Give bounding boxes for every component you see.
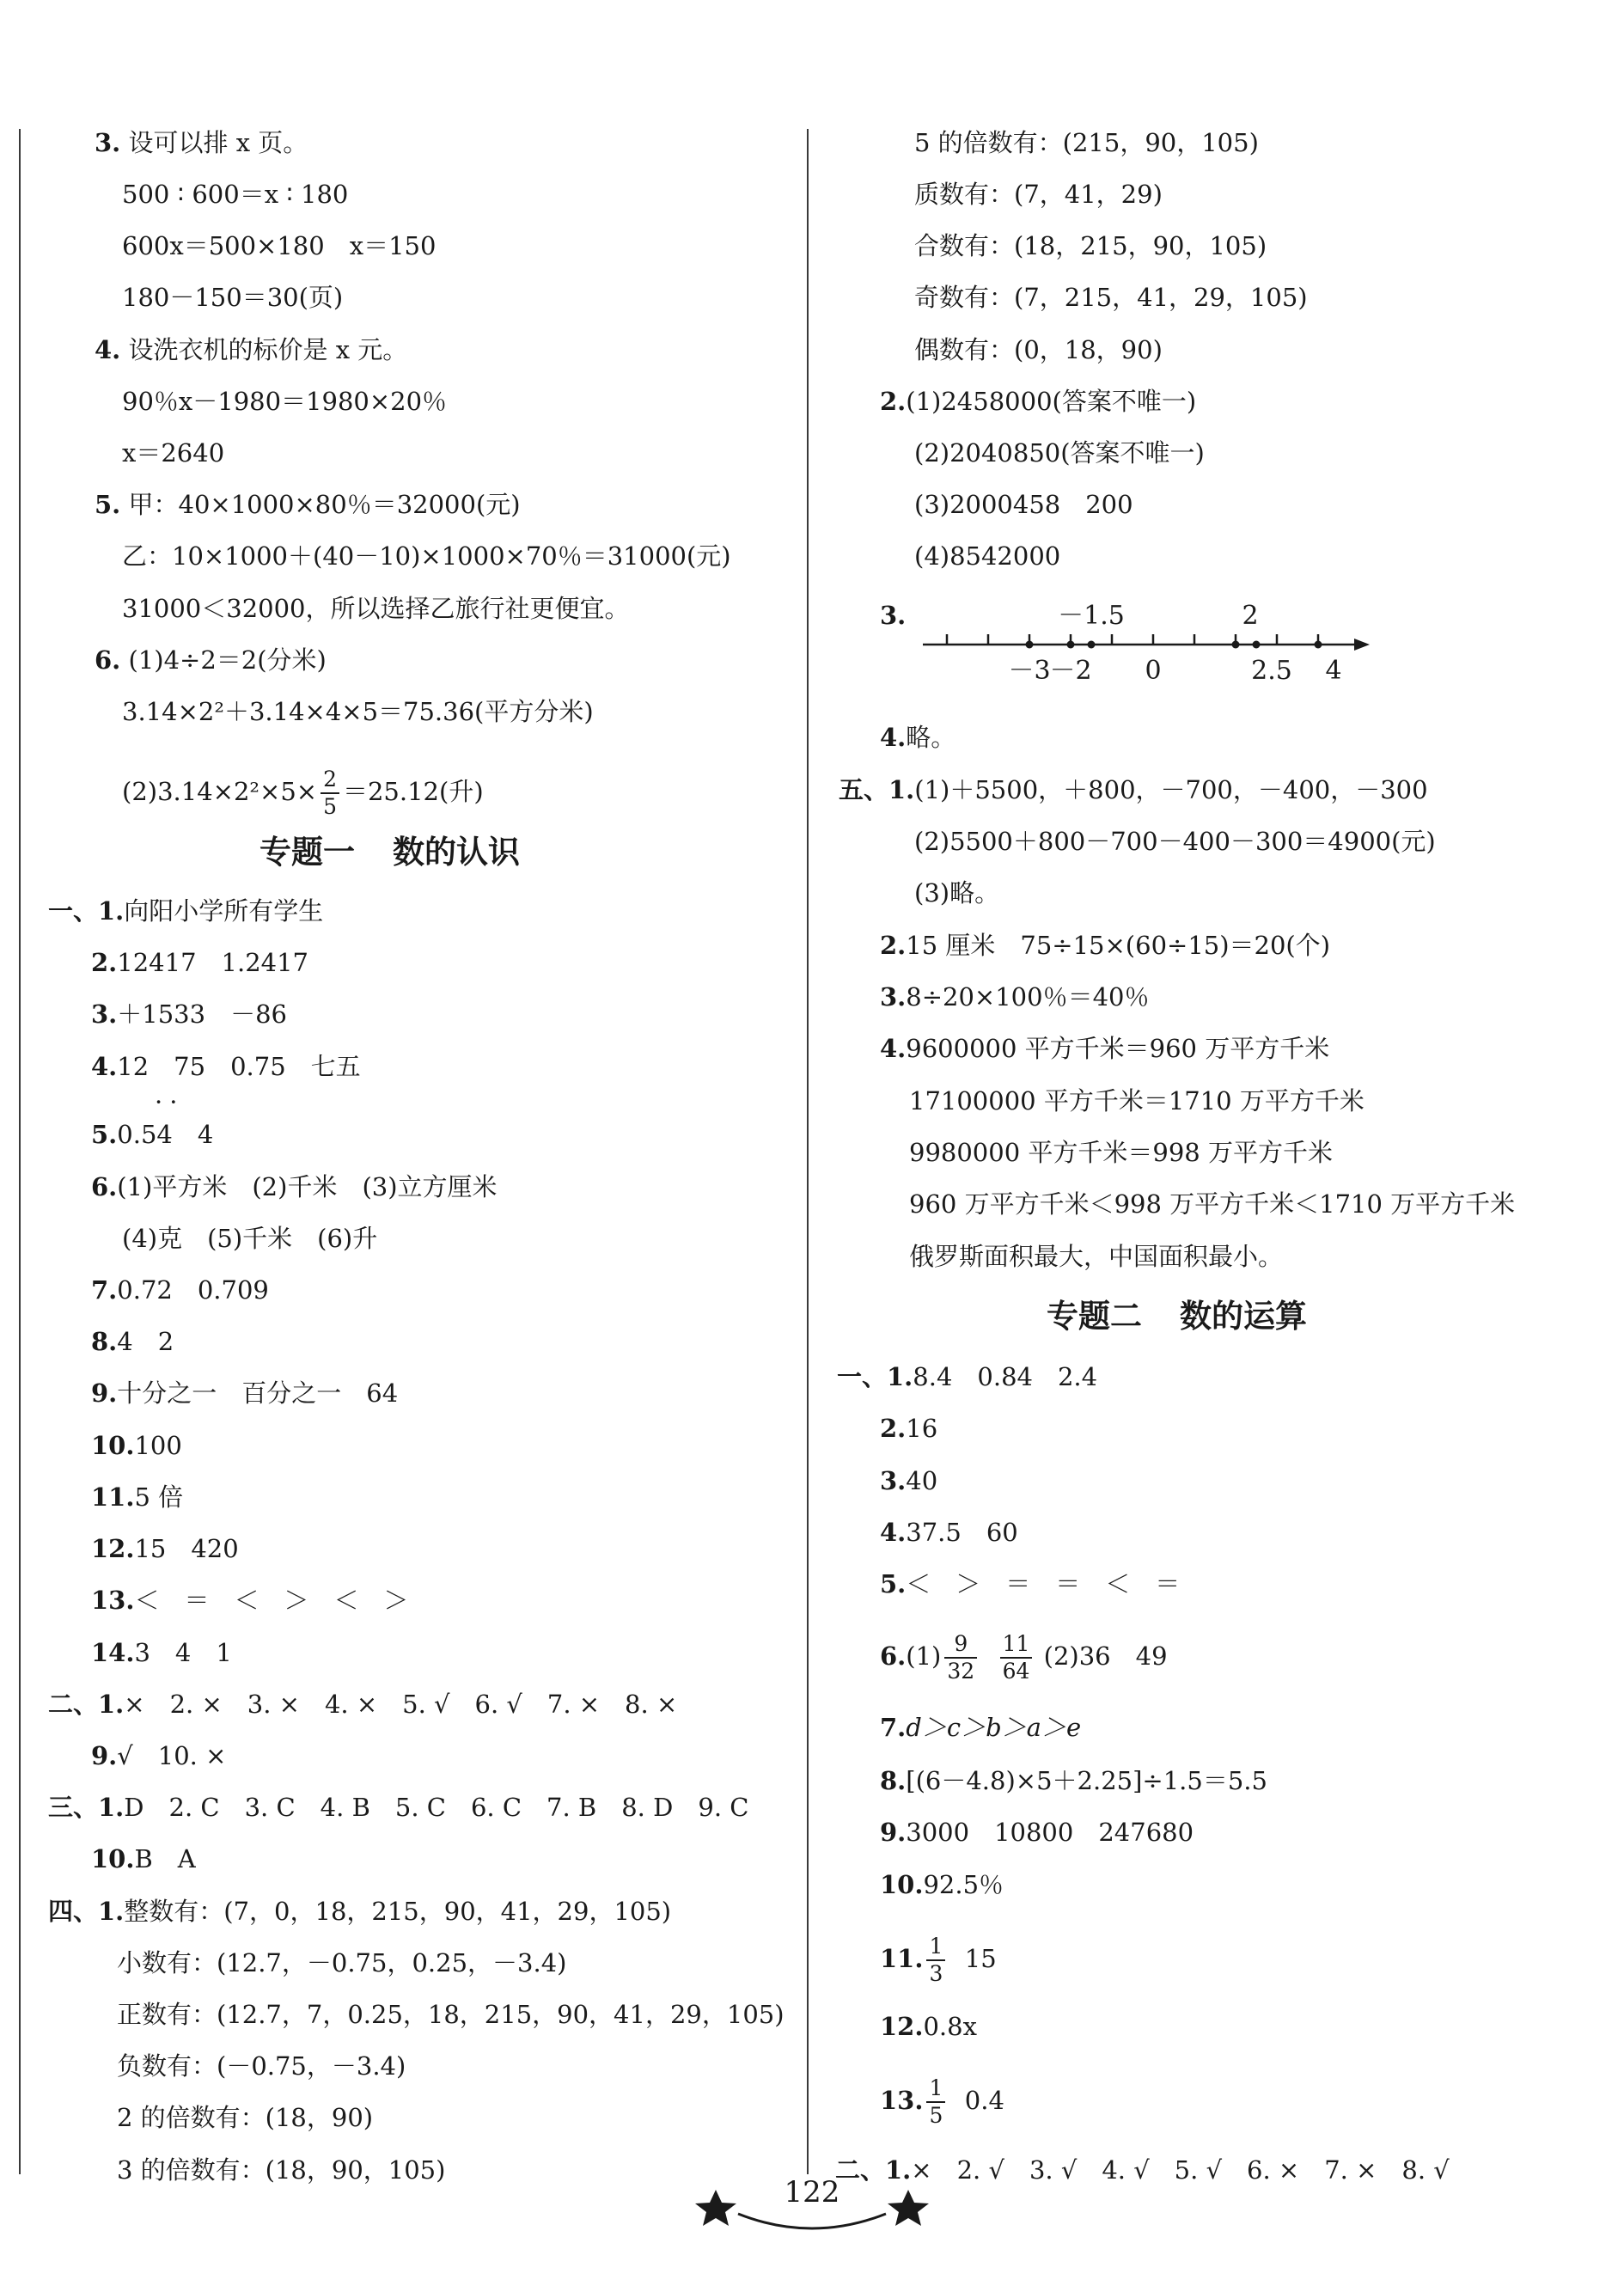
answer-line: 17100000 平方千米＝1710 万平方千米 [909, 1086, 1365, 1115]
answer-line: 31000＜32000，所以选择乙旅行社更便宜。 [122, 594, 630, 623]
answer-line: 9980000 平方千米＝998 万平方千米 [909, 1138, 1333, 1167]
fraction: $\frac{2}{5}$ [321, 767, 339, 820]
answer-line: 14.3 4 1 [91, 1638, 232, 1667]
repeating-decimal-dots: ·· [155, 1087, 185, 1116]
answer-line: 960 万平方千米＜998 万平方千米＜1710 万平方千米 [909, 1189, 1516, 1219]
answer-line: 合数有：(18，215，90，105) [914, 231, 1267, 260]
answer-line: 小数有：(12.7，－0.75，0.25，－3.4) [117, 1948, 567, 1977]
answer-line: (4)克 (5)千米 (6)升 [122, 1224, 378, 1253]
answer-line-fraction: 13. $\frac{1}{5}$ 0.4 [880, 2075, 1004, 2128]
page-number-ornament [683, 2148, 941, 2243]
answer-line-fraction: 6.(1) $\frac{9}{32}$ $\frac{11}{64}$ (2)36 49 [880, 1631, 1168, 1684]
answer-line: 5. 甲：40×1000×80％＝32000(元) [95, 490, 521, 519]
answer-line: 12.0.8x [880, 2012, 977, 2041]
answer-line: 600x＝500×180 x＝150 [122, 231, 437, 260]
answer-line: 2.15 厘米 75÷15×(60÷15)＝20(个) [880, 931, 1331, 960]
answer-line: 10.100 [91, 1431, 182, 1460]
answer-line: 负数有：(－0.75，－3.4) [117, 2051, 406, 2081]
number-line [911, 593, 1392, 688]
section-heading: 专题二 数的运算 [1047, 1298, 1307, 1335]
left-margin-rule [19, 129, 21, 2174]
answer-line: 四、1.整数有：(7，0，18，215，90，41，29，105) [48, 1897, 672, 1926]
answer-line: 二、1.× 2. × 3. × 4. × 5. √ 6. √ 7. × 8. × [48, 1690, 678, 1719]
answer-line: 5.0.54 4 [91, 1120, 214, 1149]
answer-line: 3.14×2²＋3.14×4×5＝75.36(平方分米) [122, 697, 594, 726]
answer-line: 三、1.D 2. C 3. C 4. B 5. C 6. C 7. B 8. D 9. C [48, 1793, 749, 1822]
number-line-bottom-label: 0 [1145, 656, 1162, 686]
page-footer [0, 2148, 1624, 2246]
star-icon [695, 2190, 736, 2226]
answer-line: (4)8542000 [914, 541, 1061, 571]
answer-line: 3. [880, 601, 907, 630]
answer-line: 4.9600000 平方千米＝960 万平方千米 [880, 1034, 1330, 1063]
answer-line: 质数有：(7，41，29) [914, 180, 1163, 209]
answer-line: 3. 设可以排 x 页。 [95, 128, 308, 157]
answer-line: 4.37.5 60 [880, 1518, 1018, 1547]
answer-line: 3.40 [880, 1466, 938, 1495]
page-number: 122 [784, 2175, 840, 2209]
answer-line: 2 的倍数有：(18，90) [117, 2103, 374, 2132]
answer-line: 8.[(6－4.8)×5＋2.25]÷1.5＝5.5 [880, 1766, 1267, 1795]
answer-line: 3.8÷20×100％＝40％ [880, 982, 1150, 1012]
answer-line: 9.十分之一 百分之一 64 [91, 1378, 399, 1408]
answer-line: 180－150＝30(页) [122, 283, 344, 312]
answer-line: x＝2640 [122, 438, 225, 468]
answer-line: 俄罗斯面积最大，中国面积最小。 [909, 1242, 1284, 1271]
number-line-bottom-label: 4 [1325, 656, 1342, 686]
answer-line: 2.12417 1.2417 [91, 948, 309, 977]
answer-line: 5.＜ ＞ ＝ ＝ ＜ ＝ [880, 1569, 1181, 1598]
answer-line: 2.16 [880, 1414, 938, 1443]
answer-line: 4.12 75 0.75 七五 [91, 1052, 361, 1081]
answer-line: 3 的倍数有：(18，90，105) [117, 2155, 446, 2185]
answer-line: 6. (1)4÷2＝2(分米) [95, 645, 327, 675]
answer-line: 7.d＞c＞b＞a＞e [880, 1713, 1082, 1742]
answer-line: 正数有：(12.7，7，0.25，18，215，90，41，29，105) [117, 2000, 785, 2029]
answer-line: 9.√ 10. × [91, 1741, 227, 1770]
answer-line: 9.3000 10800 247680 [880, 1818, 1194, 1847]
answer-line: 3.＋1533 －86 [91, 999, 287, 1029]
answer-line: 偶数有：(0，18，90) [914, 335, 1163, 364]
answer-line: (3)略。 [914, 878, 1000, 908]
number-line-bottom-label: 2.5 [1251, 656, 1292, 686]
answer-line-fraction: (2)3.14×2²×5× $\frac{2}{5}$ ＝25.12(升) [122, 767, 484, 819]
answer-line: 6.(1)平方米 (2)千米 (3)立方厘米 [91, 1172, 498, 1201]
answer-line: 5 的倍数有：(215，90，105) [914, 128, 1259, 157]
answer-line-fraction: 11. $\frac{1}{3}$ 15 [880, 1934, 997, 1986]
answer-line: 90％x－1980＝1980×20％ [122, 387, 448, 416]
answer-line: 二、1.× 2. √ 3. √ 4. √ 5. √ 6. × 7. × 8. √ [835, 2155, 1450, 2185]
answer-line: 奇数有：(7，215，41，29，105) [914, 283, 1308, 312]
answer-line: (2)5500＋800－700－400－300＝4900(元) [914, 827, 1436, 856]
answer-line: (2)2040850(答案不唯一) [914, 438, 1205, 468]
answer-line: 10.B A [91, 1844, 196, 1873]
fraction: $\frac{11}{64}$ [1000, 1631, 1033, 1684]
answer-line: 7.0.72 0.709 [91, 1275, 269, 1305]
answer-line: 10.92.5％ [880, 1870, 1004, 1899]
answer-line: 2.(1)2458000(答案不唯一) [880, 387, 1197, 416]
fraction: $\frac{1}{3}$ [926, 1934, 945, 1987]
star-icon [888, 2190, 929, 2226]
answer-line: 500 ∶ 600＝x ∶ 180 [122, 180, 349, 209]
fraction: $\frac{9}{32}$ [944, 1631, 977, 1684]
answer-line: 4. 设洗衣机的标价是 x 元。 [95, 335, 408, 364]
number-line-top-label: －1.5 [1058, 601, 1125, 631]
number-line-bottom-label: －2 [1049, 656, 1092, 686]
answer-line: 13.＜ ＝ ＜ ＞ ＜ ＞ [91, 1586, 409, 1615]
answer-line: 五、1.(1)＋5500，＋800，－700，－400，－300 [839, 775, 1428, 804]
number-line-bottom-label: －3 [1008, 656, 1051, 686]
number-line-top-label: 2 [1242, 601, 1259, 631]
answer-line: 乙：10×1000＋(40－10)×1000×70％＝31000(元) [122, 541, 731, 571]
answer-line: 4.略。 [880, 723, 956, 752]
answer-line: 一、1.8.4 0.84 2.4 [837, 1362, 1098, 1391]
answer-line: 11.5 倍 [91, 1482, 184, 1512]
answer-line: 8.4 2 [91, 1327, 174, 1356]
section-heading: 专题一 数的认识 [259, 834, 520, 871]
answer-line: 12.15 420 [91, 1534, 239, 1563]
column-divider [807, 129, 809, 2174]
fraction: $\frac{1}{5}$ [926, 2075, 945, 2129]
answer-line: (3)2000458 200 [914, 490, 1133, 519]
answer-line: 一、1.向阳小学所有学生 [48, 896, 324, 926]
